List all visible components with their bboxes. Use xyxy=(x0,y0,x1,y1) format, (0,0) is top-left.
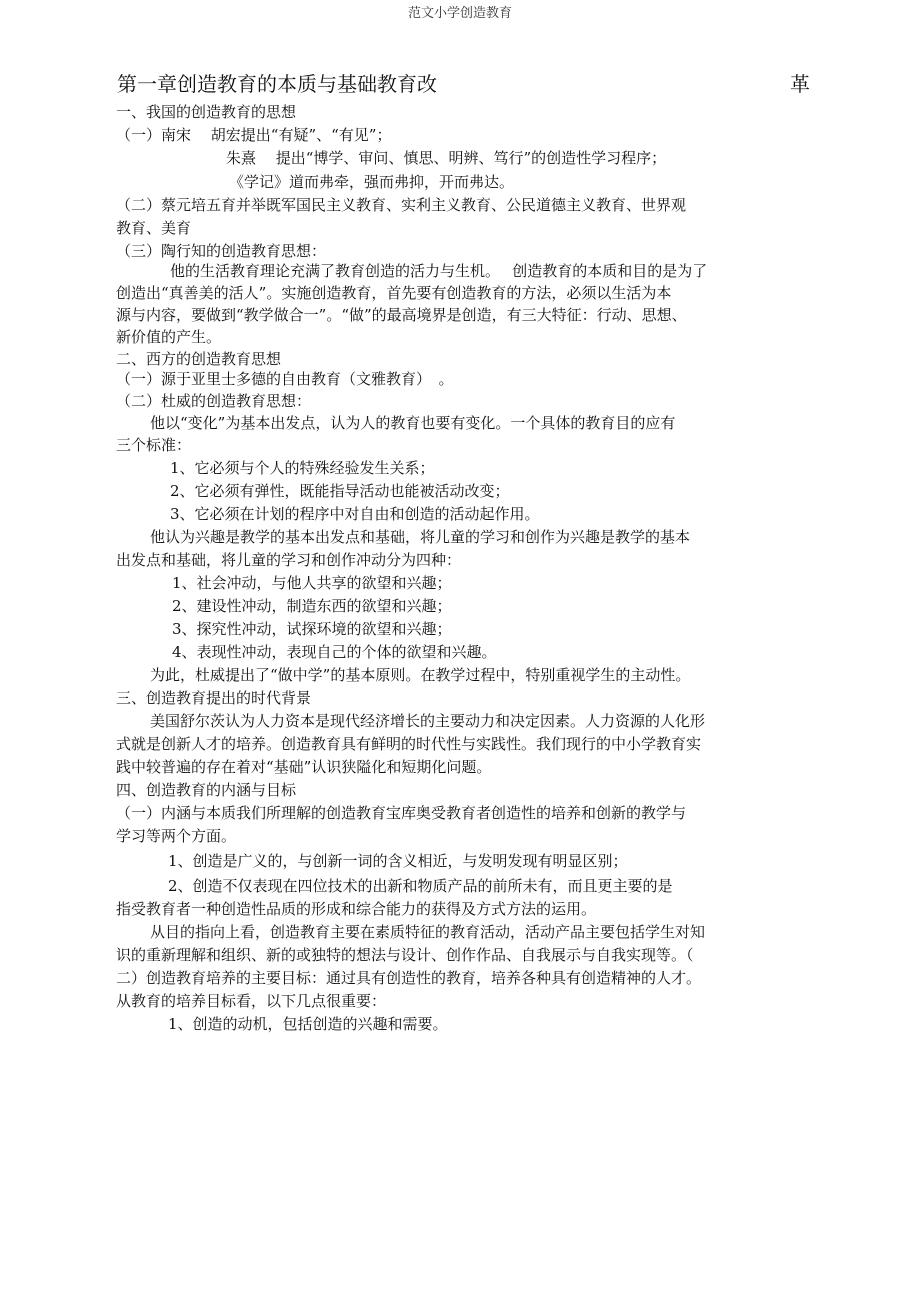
text-line: 《学记》道而弗牵，强而弗抑，开而弗达。 xyxy=(229,173,515,191)
text-line: 朱熹 提出“博学、审问、慎思、明辨、笃行”的创造性学习程序； xyxy=(226,149,667,167)
text-line: 指受教育者一种创造性品质的形成和综合能力的获得及方式方法的运用。 xyxy=(116,900,597,918)
text-line: 三、创造教育提出的时代背景 xyxy=(116,689,312,707)
text-line: （三）陶行知的创造教育思想： xyxy=(116,242,327,260)
text-line: 他认为兴趣是教学的基本出发点和基础，将儿童的学习和创作为兴趣是教学的基本 xyxy=(150,528,691,546)
chapter-title-tail: 革 xyxy=(790,72,810,96)
text-line: 新价值的产生。 xyxy=(116,328,222,346)
text-line: 他以“变化”为基本出发点，认为人的教育也要有变化。一个具体的教育目的应有 xyxy=(150,414,676,432)
text-line: 学习等两个方面。 xyxy=(116,827,237,845)
text-line: 出发点和基础，将儿童的学习和创作冲动分为四种： xyxy=(116,551,462,569)
text-line: （一）内涵与本质我们所理解的创造教育宝库奥受教育者创造性的培养和创新的教学与 xyxy=(116,804,687,822)
text-line: 二）创造教育培养的主要目标：通过具有创造性的教育，培养各种具有创造精神的人才。 xyxy=(116,969,702,987)
text-line: （一）南宋 胡宏提出“有疑”、“有见”； xyxy=(116,126,392,144)
text-line: 3、探究性冲动，试探环境的欲望和兴趣； xyxy=(172,620,452,638)
text-line: 3、它必须在计划的程序中对自由和创造的活动起作用。 xyxy=(170,505,540,523)
text-line: 三个标准： xyxy=(116,436,192,454)
text-line: （二）杜威的创造教育思想： xyxy=(116,392,312,410)
text-line: 教育、美育 xyxy=(116,219,192,237)
text-line: 创造出“真善美的活人”。实施创造教育，首先要有创造教育的方法，必须以生活为本 xyxy=(116,284,672,302)
text-line: 2、它必须有弹性，既能指导活动也能被活动改变； xyxy=(170,482,510,500)
text-line: 2、建设性冲动，制造东西的欲望和兴趣； xyxy=(172,597,452,615)
text-line: 1、它必须与个人的特殊经验发生关系； xyxy=(170,459,435,477)
text-line: 四、创造教育的内涵与目标 xyxy=(116,781,297,799)
text-line: 源与内容，要做到“教学做合一”。“做”的最高境界是创造，有三大特征：行动、思想、 xyxy=(116,306,687,324)
page-header: 范文小学创造教育 xyxy=(407,6,512,21)
text-line: 识的重新理解和组织、新的或独特的想法与设计、创作作品、自我展示与自我实现等。（ xyxy=(116,946,694,964)
text-line: 式就是创新人才的培养。创造教育具有鲜明的时代性与实践性。我们现行的中小学教育实 xyxy=(116,735,702,753)
text-line: 一、我国的创造教育的思想 xyxy=(116,103,297,121)
text-line: 从教育的培养目标看，以下几点很重要： xyxy=(116,992,387,1010)
text-line: 从目的指向上看，创造教育主要在素质特征的教育活动，活动产品主要包括学生对知 xyxy=(150,923,706,941)
text-line: 1、创造的动机，包括创造的兴趣和需要。 xyxy=(168,1015,448,1033)
text-line: 1、社会冲动，与他人共享的欲望和兴趣； xyxy=(172,574,452,592)
text-line: 美国舒尔茨认为人力资本是现代经济增长的主要动力和决定因素。人力资源的人化形 xyxy=(150,712,706,730)
text-line: 践中较普遍的存在着对“基础”认识狭隘化和短期化问题。 xyxy=(116,758,492,776)
text-line: 4、表现性冲动，表现自己的个体的欲望和兴趣。 xyxy=(172,643,497,661)
text-line: 为此，杜威提出了“做中学”的基本原则。在教学过程中，特别重视学生的主动性。 xyxy=(150,666,691,684)
text-line: 他的生活教育理论充满了教育创造的活力与生机。 创造教育的本质和目的是为了 xyxy=(170,262,708,280)
text-line: 二、西方的创造教育思想 xyxy=(116,350,282,368)
chapter-title-main: 第一章创造教育的本质与基础教育改 xyxy=(117,72,437,96)
text-line: （二）蔡元培五育并举既军国民主义教育、实利主义教育、公民道德主义教育、世界观 xyxy=(116,196,687,214)
chapter-title xyxy=(117,68,810,97)
text-line: 1、创造是广义的，与创新一词的含义相近，与发明发现有明显区别； xyxy=(168,852,628,870)
text-line: 2、创造不仅表现在四位技术的出新和物质产品的前所未有，而且更主要的是 xyxy=(168,877,673,895)
text-line: （一）源于亚里士多德的自由教育（文雅教育） 。 xyxy=(116,370,454,388)
